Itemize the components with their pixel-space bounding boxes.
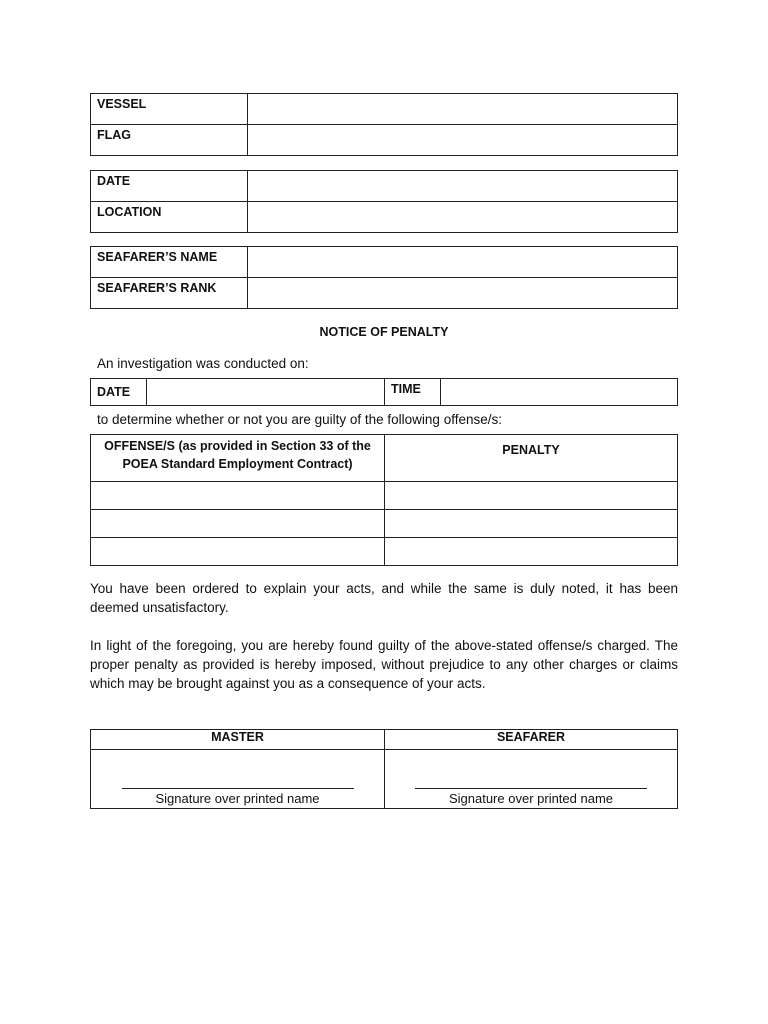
penalty-cell[interactable] (385, 538, 678, 566)
offense-header: OFFENSE/S (as provided in Section 33 of the POEA Standard Employment Contract) (91, 435, 385, 482)
location-label: LOCATION (91, 202, 248, 233)
date-field[interactable] (248, 171, 678, 202)
date-location-table (90, 170, 678, 233)
seafarer-header: SEAFARER (385, 730, 678, 750)
offense-cell[interactable] (91, 482, 385, 510)
master-signature-cell[interactable] (91, 750, 385, 809)
seafarer-signature-cell[interactable] (385, 750, 678, 809)
master-signature-caption: Signature over printed name (155, 791, 320, 806)
date-label: DATE (91, 171, 248, 202)
flag-field[interactable] (248, 125, 678, 156)
master-signature-line (122, 788, 354, 789)
flag-label: FLAG (91, 125, 248, 156)
signature-table (90, 729, 678, 809)
investigation-text: An investigation was conducted on: (97, 356, 309, 371)
investigation-date-label: DATE (91, 379, 147, 406)
investigation-date-field[interactable] (147, 379, 385, 406)
penalty-cell[interactable] (385, 510, 678, 538)
vessel-field[interactable] (248, 94, 678, 125)
paragraph-unsatisfactory: You have been ordered to explain your acts, and while the same is duly noted, it has been deemed unsatisfactory. (90, 581, 678, 615)
master-header: MASTER (91, 730, 385, 750)
vessel-label: VESSEL (91, 94, 248, 125)
offense-cell[interactable] (91, 538, 385, 566)
investigation-time-field[interactable] (441, 379, 678, 406)
investigation-table (90, 378, 678, 406)
offense-table (90, 434, 678, 566)
notice-title: NOTICE OF PENALTY (319, 325, 449, 339)
seafarer-name-label: SEAFARER’S NAME (91, 247, 248, 278)
seafarer-name-field[interactable] (248, 247, 678, 278)
penalty-header: PENALTY (385, 435, 678, 482)
seafarer-signature-caption: Signature over printed name (448, 791, 614, 806)
paragraph-guilty: In light of the foregoing, you are hereby found guilty of the above-stated offense/s charged. The proper penalty as provided is hereby imposed, without prejudice to any other charges or claims which may be brought against you as a consequence of your acts. (90, 638, 678, 691)
seafarer-signature-line (415, 788, 647, 789)
determine-text: to determine whether or not you are guilty of the following offense/s: (97, 412, 502, 427)
investigation-time-label: TIME (385, 379, 441, 406)
location-field[interactable] (248, 202, 678, 233)
seafarer-table (90, 246, 678, 309)
penalty-cell[interactable] (385, 482, 678, 510)
seafarer-rank-label: SEAFARER’S RANK (91, 278, 248, 309)
vessel-flag-table (90, 93, 678, 156)
offense-cell[interactable] (91, 510, 385, 538)
seafarer-rank-field[interactable] (248, 278, 678, 309)
